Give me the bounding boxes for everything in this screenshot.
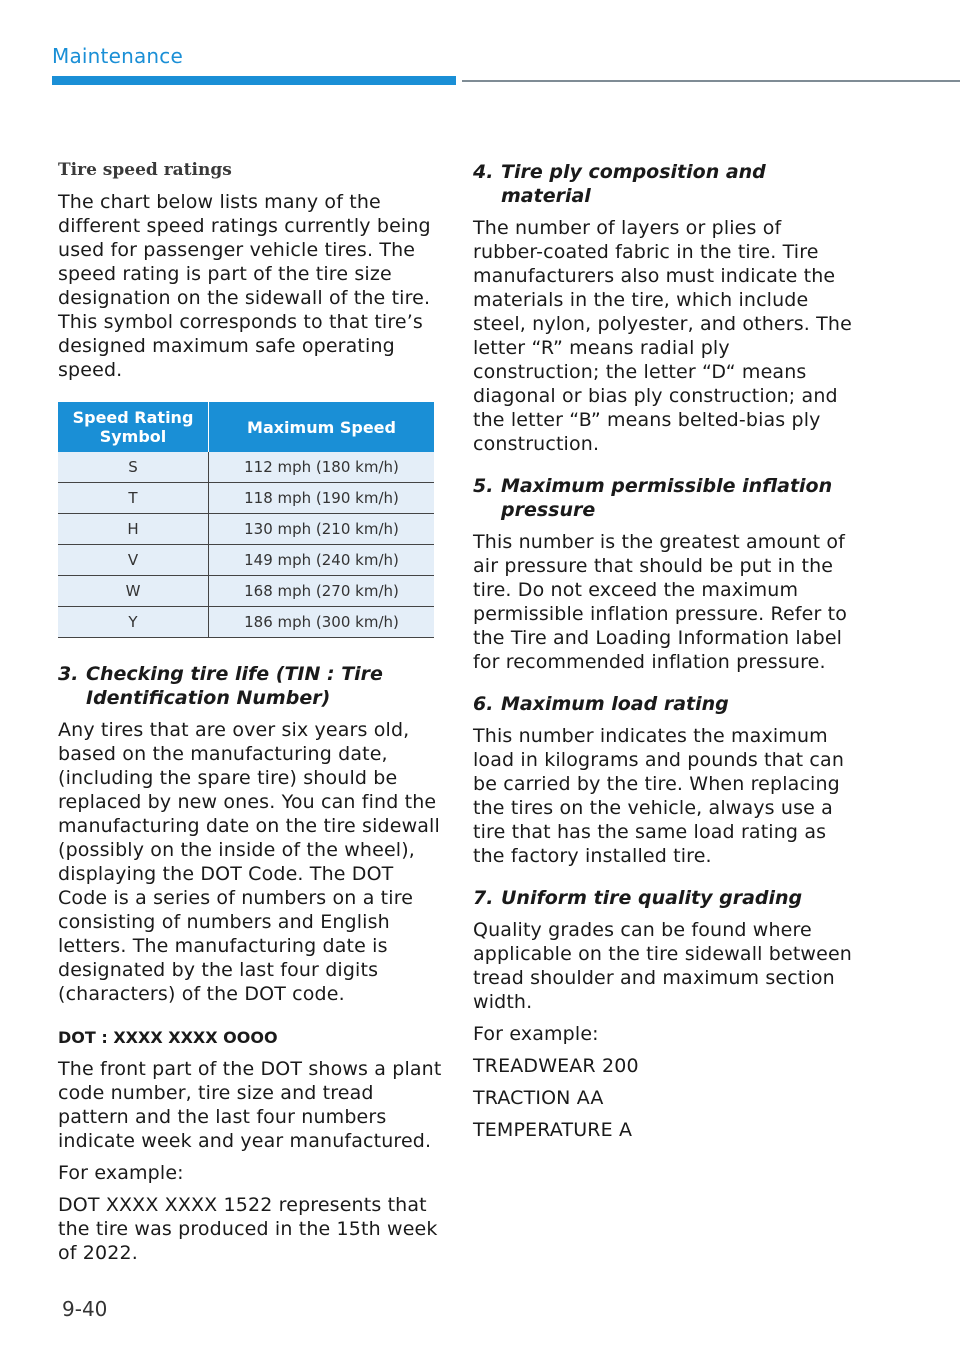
for-example-label: For example: (58, 1162, 184, 1184)
max-speed: 168 mph (270 km/h) (209, 576, 435, 607)
section-title: Maximum load rating (501, 693, 729, 715)
section-3-body: Any tires that are over six years old, based on the manufacturing date, (including the spare tire) should be replaced by new ones. You can find the manufacturing date on the tire sidewall (possibly on the inside of the wheel), displaying the DOT Code. The DOT Code is a series of numbers on a tire consisting of numbers and English letters. The manufacturing date is designated by the last four digits (characters) of the DOT code. (58, 719, 440, 1005)
table-row (58, 576, 434, 607)
max-speed: 186 mph (300 km/h) (209, 607, 435, 638)
speed-symbol: Y (58, 607, 209, 638)
speed-symbol: V (58, 545, 209, 576)
section-number: 5. (473, 475, 494, 497)
for-example-label: For example: (473, 1023, 599, 1045)
speed-rating-table (58, 402, 434, 638)
section-5-body: This number is the greatest amount of air pressure that should be put in the tire. Do not exceed the maximum permissible inflation pressure. Refer to the Tire and Loading Information label for recommended inflation pressure. (473, 531, 848, 673)
section-6-heading (473, 692, 857, 716)
max-speed: 118 mph (190 km/h) (209, 483, 435, 514)
speed-ratings-heading: Tire speed ratings (58, 160, 232, 180)
table-row (58, 483, 434, 514)
header-divider-rule (462, 80, 960, 82)
section-number: 7. (473, 887, 494, 909)
example-traction: TRACTION AA (473, 1087, 604, 1109)
max-speed: 130 mph (210 km/h) (209, 514, 435, 545)
section-title: Maximum permissible inflation pressure (501, 475, 833, 521)
table-row (58, 607, 434, 638)
dot-code-format: DOT : XXXX XXXX OOOO (58, 1028, 278, 1047)
page-number: 9-40 (62, 1297, 108, 1321)
section-number: 4. (473, 161, 494, 183)
section-5-heading (473, 474, 857, 522)
section-number: 3. (58, 663, 79, 685)
column-header-speed: Maximum Speed (209, 402, 435, 452)
left-column (58, 160, 442, 1273)
right-column (473, 160, 857, 1150)
section-6-body: This number indicates the maximum load in kilograms and pounds that can be carried by the tire. When replacing the tires on the vehicle, always use a tire that has the same load rating as the factory installed tire. (473, 725, 845, 867)
speed-ratings-intro: The chart below lists many of the different speed ratings currently being used for passenger vehicle tires. The speed rating is part of the tire size designation on the sidewall of the tire. This symbol corresponds to that tire’s designed maximum safe operating speed. (58, 191, 431, 381)
speed-symbol: T (58, 483, 209, 514)
table-header-row (58, 402, 434, 452)
section-7-heading (473, 886, 857, 910)
header-accent-rule (52, 76, 456, 85)
table-row (58, 545, 434, 576)
dot-code-explanation: The front part of the DOT shows a plant code number, tire size and tread pattern and the last four numbers indicate week and year manufactured. (58, 1058, 442, 1152)
section-number: 6. (473, 693, 494, 715)
section-3-heading (58, 662, 442, 710)
section-4-body: The number of layers or plies of rubber-coated fabric in the tire. Tire manufacturers also must indicate the materials in the tire, which include steel, nylon, polyester, and others. The letter “R” means radial ply construction; the letter “D“ means diagonal or bias ply construction; and the letter “B” means belted-bias ply construction. (473, 217, 852, 455)
example-temperature: TEMPERATURE A (473, 1119, 633, 1141)
section-4-heading (473, 160, 857, 208)
column-header-symbol: Speed Rating Symbol (58, 402, 209, 452)
speed-symbol: H (58, 514, 209, 545)
speed-symbol: W (58, 576, 209, 607)
section-title: Maintenance (52, 44, 183, 68)
table-row (58, 452, 434, 483)
table-row (58, 514, 434, 545)
dot-code-example: DOT XXXX XXXX 1522 represents that the tire was produced in the 15th week of 2022. (58, 1194, 438, 1264)
section-title: Checking tire life (TIN : Tire Identification Number) (86, 663, 383, 709)
section-7-body: Quality grades can be found where applicable on the tire sidewall between tread shoulder and maximum section width. (473, 919, 852, 1013)
max-speed: 149 mph (240 km/h) (209, 545, 435, 576)
max-speed: 112 mph (180 km/h) (209, 452, 435, 483)
section-title: Tire ply composition and material (501, 161, 766, 207)
speed-symbol: S (58, 452, 209, 483)
section-title: Uniform tire quality grading (501, 887, 803, 909)
example-treadwear: TREADWEAR 200 (473, 1055, 639, 1077)
